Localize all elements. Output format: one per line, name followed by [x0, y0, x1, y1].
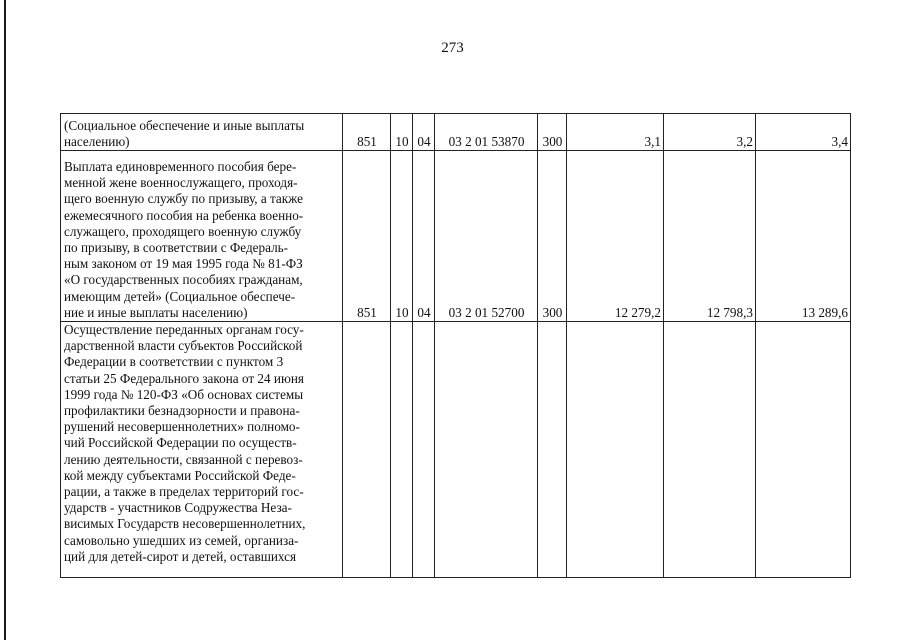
ministry-code: 851 [343, 114, 391, 151]
amount-year-2: 3,2 [664, 114, 756, 151]
expense-type: 300 [538, 151, 567, 322]
expense-type [538, 322, 567, 578]
section-code: 10 [391, 151, 413, 322]
target-article: 03 2 01 53870 [435, 114, 538, 151]
amount-year-2 [664, 322, 756, 578]
scan-edge [4, 0, 6, 640]
row-description: (Социальное обеспечение и иные выплаты населению) [61, 114, 343, 151]
row-description: Выплата единовременного пособия бере- менной жене военнослужащего, проходя- щего военную службу по призыву, а также ежемесячного пособия на ребенка военно- служащего, проходящего военную службу по призыву, в соответствии с Федераль- ным законом от 19 мая 1995 года № 81-ФЗ «О государственных пособиях гражданам, имеющим детей» (Социальное обеспече- ние и иные выплаты населению) [61, 151, 343, 322]
target-article: 03 2 01 52700 [435, 151, 538, 322]
ministry-code [343, 322, 391, 578]
table-row [61, 322, 851, 578]
row-description: Осуществление переданных органам госу- дарственной власти субъектов Российской Федерации в соответствии с пунктом 3 статьи 25 Федерального закона от 24 июня 1999 года № 120-ФЗ «Об основах системы профилактики безнадзорности и правона- рушений несовершеннолетних» полномо- чий Российской Федерации по осуществ- лению деятельности, связанной с перевоз- кой между субъектами Российской Феде- рации, а также в пределах территорий гос- ударств - участников Содружества Неза- висимых Государств несовершеннолетних, самовольно ушедших из семей, организа- ций для детей-сирот и детей, оставшихся [61, 322, 343, 578]
subsection-code: 04 [413, 114, 435, 151]
amount-year-1 [567, 322, 664, 578]
section-code [391, 322, 413, 578]
amount-year-3: 3,4 [756, 114, 851, 151]
page-number: 273 [441, 40, 464, 56]
amount-year-3: 13 289,6 [756, 151, 851, 322]
expense-type: 300 [538, 114, 567, 151]
amount-year-1: 3,1 [567, 114, 664, 151]
target-article [435, 322, 538, 578]
table-row [61, 114, 851, 151]
subsection-code: 04 [413, 151, 435, 322]
amount-year-3 [756, 322, 851, 578]
subsection-code [413, 322, 435, 578]
section-code: 10 [391, 114, 413, 151]
budget-table [60, 113, 851, 578]
amount-year-2: 12 798,3 [664, 151, 756, 322]
amount-year-1: 12 279,2 [567, 151, 664, 322]
ministry-code: 851 [343, 151, 391, 322]
table-row [61, 151, 851, 322]
